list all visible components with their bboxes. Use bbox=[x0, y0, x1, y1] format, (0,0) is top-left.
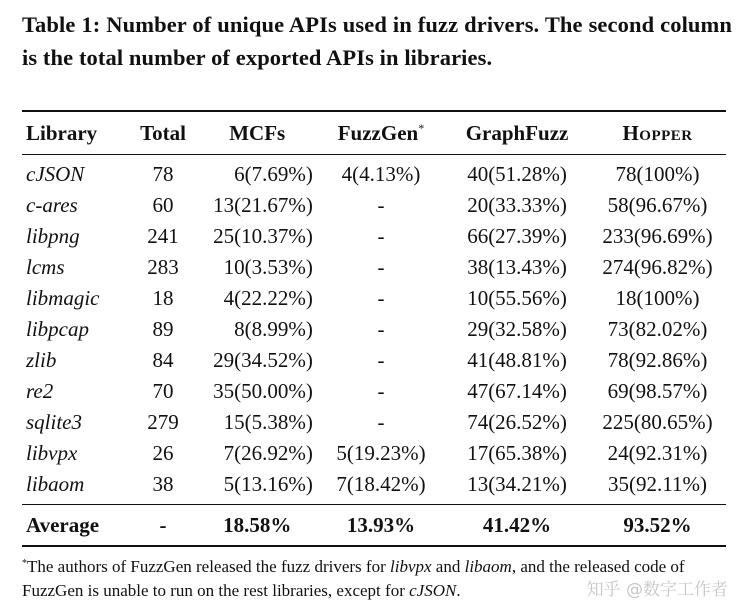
cell-mcfs: 8(8.99%) bbox=[234, 317, 313, 341]
cell-library: re2 bbox=[26, 379, 54, 403]
api-usage-table-container bbox=[22, 110, 726, 547]
cell-hopper: 78(100%) bbox=[615, 162, 700, 186]
cell-hopper: 58(96.67%) bbox=[607, 193, 708, 217]
cell-library: libpcap bbox=[26, 317, 89, 341]
average-graphfuzz: 41.42% bbox=[482, 512, 552, 537]
cell-graphfuzz: 47(67.14%) bbox=[467, 379, 567, 403]
footnote-lib-2: libaom bbox=[464, 557, 512, 576]
cell-total: 89 bbox=[152, 317, 174, 341]
cell-fuzzgen: - bbox=[377, 317, 385, 341]
cell-hopper: 24(92.31%) bbox=[607, 441, 708, 465]
header-row bbox=[22, 111, 726, 155]
cell-library: libpng bbox=[26, 224, 80, 248]
table-row bbox=[22, 283, 726, 314]
footnote-text-3: , and the released code of FuzzGen is unable to run on the rest libraries, except for bbox=[22, 557, 685, 600]
cell-hopper: 274(96.82%) bbox=[602, 255, 713, 279]
cell-total: 70 bbox=[152, 379, 174, 403]
cell-library: lcms bbox=[26, 255, 65, 279]
cell-library: c-ares bbox=[26, 193, 78, 217]
cell-hopper: 18(100%) bbox=[615, 286, 700, 310]
cell-total: 18 bbox=[152, 286, 174, 310]
cell-fuzzgen: - bbox=[377, 379, 385, 403]
footnote-mark: * bbox=[418, 120, 425, 135]
table-body bbox=[22, 155, 726, 505]
header-library: Library bbox=[26, 120, 98, 145]
cell-mcfs: 35(50.00%) bbox=[213, 379, 313, 403]
cell-mcfs: 5(13.16%) bbox=[223, 472, 313, 496]
cell-total: 283 bbox=[147, 255, 179, 279]
cell-fuzzgen: - bbox=[377, 193, 385, 217]
average-fuzzgen: 13.93% bbox=[346, 512, 416, 537]
cell-library: libaom bbox=[26, 472, 85, 496]
cell-fuzzgen: - bbox=[377, 224, 385, 248]
cell-hopper: 69(98.57%) bbox=[607, 379, 708, 403]
cell-graphfuzz: 66(27.39%) bbox=[467, 224, 567, 248]
cell-total: 241 bbox=[147, 224, 179, 248]
table-row bbox=[22, 314, 726, 345]
table-footer bbox=[22, 505, 726, 547]
cell-graphfuzz: 29(32.58%) bbox=[467, 317, 567, 341]
table-row bbox=[22, 376, 726, 407]
cell-library: sqlite3 bbox=[26, 410, 82, 434]
cell-graphfuzz: 40(51.28%) bbox=[467, 162, 567, 186]
cell-mcfs: 13(21.67%) bbox=[213, 193, 313, 217]
cell-mcfs: 4(22.22%) bbox=[223, 286, 313, 310]
cell-library: cJSON bbox=[26, 162, 85, 186]
cell-library: libvpx bbox=[26, 441, 78, 465]
cell-fuzzgen: 4(4.13%) bbox=[341, 162, 421, 186]
cell-total: 78 bbox=[152, 162, 174, 186]
average-mcfs: 18.58% bbox=[223, 512, 292, 537]
cell-graphfuzz: 13(34.21%) bbox=[467, 472, 567, 496]
cell-fuzzgen: 7(18.42%) bbox=[336, 472, 426, 496]
cell-hopper: 78(92.86%) bbox=[607, 348, 708, 372]
watermark: 知乎 @数字工作者 bbox=[586, 580, 728, 600]
table-row bbox=[22, 155, 726, 191]
table-row bbox=[22, 469, 726, 505]
cell-graphfuzz: 17(65.38%) bbox=[467, 441, 567, 465]
header-fuzzgen-label: FuzzGen bbox=[337, 120, 419, 145]
cell-total: 38 bbox=[152, 472, 174, 496]
api-usage-table bbox=[22, 110, 726, 547]
table-row bbox=[22, 190, 726, 221]
table-row bbox=[22, 345, 726, 376]
cell-mcfs: 15(5.38%) bbox=[223, 410, 313, 434]
cell-mcfs: 6(7.69%) bbox=[234, 162, 313, 186]
cell-mcfs: 7(26.92%) bbox=[223, 441, 313, 465]
cell-graphfuzz: 20(33.33%) bbox=[467, 193, 567, 217]
cell-mcfs: 25(10.37%) bbox=[213, 224, 313, 248]
cell-library: libmagic bbox=[26, 286, 100, 310]
cell-hopper: 73(82.02%) bbox=[607, 317, 708, 341]
cell-fuzzgen: - bbox=[377, 348, 385, 372]
cell-total: 84 bbox=[152, 348, 174, 372]
cell-mcfs: 29(34.52%) bbox=[213, 348, 313, 372]
table-row bbox=[22, 252, 726, 283]
table-header bbox=[22, 111, 726, 155]
cell-fuzzgen: 5(19.23%) bbox=[336, 441, 426, 465]
average-row bbox=[22, 505, 726, 547]
cell-hopper: 225(80.65%) bbox=[602, 410, 713, 434]
average-total: - bbox=[159, 512, 167, 537]
average-label: Average bbox=[26, 512, 100, 537]
cell-graphfuzz: 41(48.81%) bbox=[467, 348, 567, 372]
table-row bbox=[22, 221, 726, 252]
footnote-lib-3: cJSON bbox=[409, 581, 457, 600]
footnote-text-1: The authors of FuzzGen released the fuzz drivers for bbox=[27, 557, 390, 576]
header-total: Total bbox=[140, 120, 186, 145]
cell-fuzzgen: - bbox=[377, 286, 385, 310]
cell-mcfs: 10(3.53%) bbox=[223, 255, 313, 279]
cell-graphfuzz: 10(55.56%) bbox=[467, 286, 567, 310]
header-hopper: Hopper bbox=[622, 120, 693, 145]
cell-hopper: 35(92.11%) bbox=[608, 472, 707, 496]
cell-hopper: 233(96.69%) bbox=[602, 224, 713, 248]
cell-total: 60 bbox=[152, 193, 174, 217]
cell-graphfuzz: 74(26.52%) bbox=[467, 410, 567, 434]
cell-total: 279 bbox=[147, 410, 179, 434]
cell-graphfuzz: 38(13.43%) bbox=[467, 255, 567, 279]
header-graphfuzz: GraphFuzz bbox=[465, 120, 569, 145]
average-hopper: 93.52% bbox=[623, 512, 692, 537]
footnote-lib-1: libvpx bbox=[390, 557, 432, 576]
table-row bbox=[22, 438, 726, 469]
cell-library: zlib bbox=[26, 348, 57, 372]
cell-total: 26 bbox=[152, 441, 174, 465]
cell-fuzzgen: - bbox=[377, 255, 385, 279]
footnote-mark: * bbox=[22, 558, 27, 569]
header-fuzzgen bbox=[317, 111, 445, 155]
table-row bbox=[22, 407, 726, 438]
table-caption: Table 1: Number of unique APIs used in fuzz drivers. The second column is the total number of exported APIs in libraries. bbox=[22, 12, 732, 70]
cell-fuzzgen: - bbox=[377, 410, 385, 434]
footnote-text-2: and bbox=[431, 557, 465, 576]
footnote-text-4: . bbox=[456, 581, 461, 600]
header-mcfs: MCFs bbox=[229, 120, 286, 145]
